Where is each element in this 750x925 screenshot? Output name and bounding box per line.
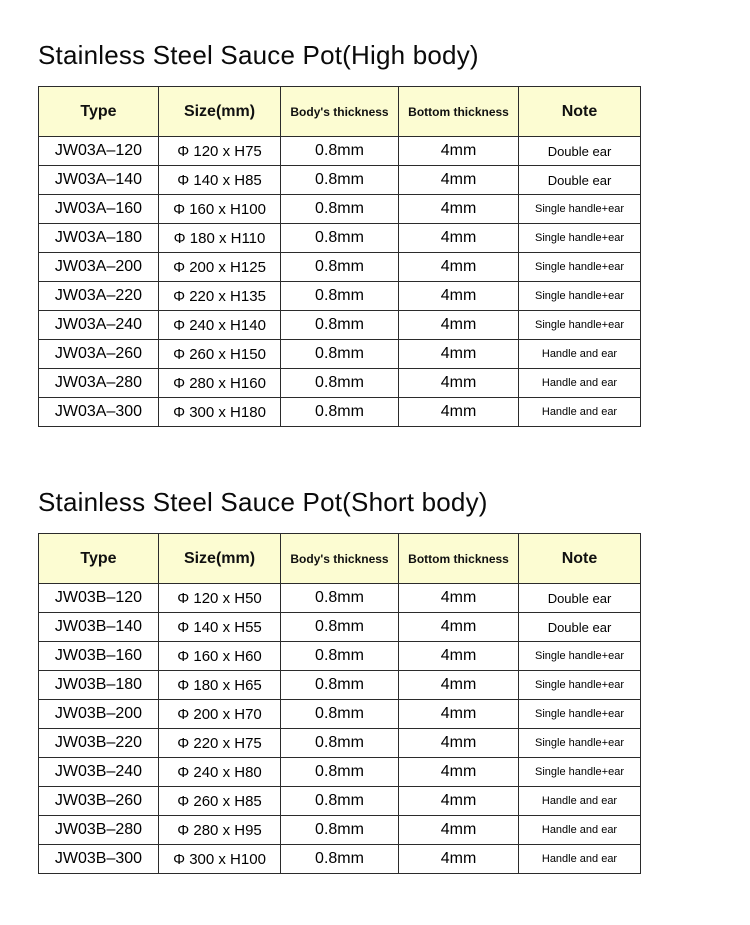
cell-type: JW03B–220 — [39, 729, 159, 758]
cell-bottom-thickness: 4mm — [399, 398, 519, 427]
table-row — [39, 137, 641, 166]
cell-type: JW03A–280 — [39, 369, 159, 398]
table-row — [39, 845, 641, 874]
cell-type: JW03B–280 — [39, 816, 159, 845]
cell-type: JW03A–180 — [39, 224, 159, 253]
cell-type: JW03B–120 — [39, 584, 159, 613]
cell-note: Single handle+ear — [519, 195, 641, 224]
table-row — [39, 166, 641, 195]
cell-note: Handle and ear — [519, 787, 641, 816]
col-header-body-thickness: Body's thickness — [281, 534, 399, 584]
table-row — [39, 224, 641, 253]
col-header-note: Note — [519, 534, 641, 584]
cell-note: Handle and ear — [519, 369, 641, 398]
cell-type: JW03A–140 — [39, 166, 159, 195]
col-header-bottom-thickness: Bottom thickness — [399, 534, 519, 584]
cell-bottom-thickness: 4mm — [399, 195, 519, 224]
cell-type: JW03A–200 — [39, 253, 159, 282]
cell-bottom-thickness: 4mm — [399, 369, 519, 398]
cell-note: Single handle+ear — [519, 224, 641, 253]
col-header-type: Type — [39, 534, 159, 584]
cell-note: Single handle+ear — [519, 700, 641, 729]
table-row — [39, 195, 641, 224]
cell-type: JW03A–260 — [39, 340, 159, 369]
cell-size: Φ 280 x H95 — [159, 816, 281, 845]
cell-body-thickness: 0.8mm — [281, 700, 399, 729]
table-head — [39, 534, 641, 584]
cell-size: Φ 260 x H85 — [159, 787, 281, 816]
cell-size: Φ 140 x H55 — [159, 613, 281, 642]
cell-body-thickness: 0.8mm — [281, 253, 399, 282]
header-row — [39, 534, 641, 584]
table-row — [39, 787, 641, 816]
cell-body-thickness: 0.8mm — [281, 224, 399, 253]
cell-type: JW03A–240 — [39, 311, 159, 340]
cell-type: JW03B–140 — [39, 613, 159, 642]
high-body-section — [38, 40, 750, 427]
cell-size: Φ 280 x H160 — [159, 369, 281, 398]
cell-bottom-thickness: 4mm — [399, 340, 519, 369]
cell-size: Φ 240 x H80 — [159, 758, 281, 787]
cell-note: Single handle+ear — [519, 758, 641, 787]
cell-note: Double ear — [519, 613, 641, 642]
cell-body-thickness: 0.8mm — [281, 195, 399, 224]
cell-type: JW03B–180 — [39, 671, 159, 700]
header-row — [39, 87, 641, 137]
cell-type: JW03B–260 — [39, 787, 159, 816]
cell-body-thickness: 0.8mm — [281, 340, 399, 369]
cell-body-thickness: 0.8mm — [281, 166, 399, 195]
col-header-bottom-thickness: Bottom thickness — [399, 87, 519, 137]
table-head — [39, 87, 641, 137]
table-row — [39, 311, 641, 340]
table-body — [39, 584, 641, 874]
cell-note: Single handle+ear — [519, 671, 641, 700]
cell-body-thickness: 0.8mm — [281, 369, 399, 398]
cell-size: Φ 140 x H85 — [159, 166, 281, 195]
cell-bottom-thickness: 4mm — [399, 282, 519, 311]
table-row — [39, 282, 641, 311]
cell-size: Φ 260 x H150 — [159, 340, 281, 369]
cell-size: Φ 300 x H180 — [159, 398, 281, 427]
col-header-body-thickness: Body's thickness — [281, 87, 399, 137]
cell-size: Φ 220 x H75 — [159, 729, 281, 758]
cell-body-thickness: 0.8mm — [281, 584, 399, 613]
cell-note: Single handle+ear — [519, 253, 641, 282]
cell-bottom-thickness: 4mm — [399, 671, 519, 700]
col-header-type: Type — [39, 87, 159, 137]
section-title-short-body: Stainless Steel Sauce Pot(Short body) — [38, 487, 488, 517]
cell-bottom-thickness: 4mm — [399, 253, 519, 282]
table-row — [39, 253, 641, 282]
table-row — [39, 816, 641, 845]
cell-body-thickness: 0.8mm — [281, 282, 399, 311]
table-row — [39, 369, 641, 398]
short-body-section — [38, 487, 750, 874]
high-body-spec-table — [38, 86, 641, 427]
cell-note: Single handle+ear — [519, 282, 641, 311]
table-row — [39, 700, 641, 729]
cell-size: Φ 200 x H70 — [159, 700, 281, 729]
table-row — [39, 613, 641, 642]
cell-size: Φ 120 x H75 — [159, 137, 281, 166]
table-row — [39, 671, 641, 700]
cell-size: Φ 220 x H135 — [159, 282, 281, 311]
cell-type: JW03B–300 — [39, 845, 159, 874]
col-header-size: Size(mm) — [159, 534, 281, 584]
cell-body-thickness: 0.8mm — [281, 613, 399, 642]
cell-bottom-thickness: 4mm — [399, 787, 519, 816]
cell-bottom-thickness: 4mm — [399, 224, 519, 253]
cell-body-thickness: 0.8mm — [281, 729, 399, 758]
col-header-size: Size(mm) — [159, 87, 281, 137]
table-row — [39, 340, 641, 369]
cell-size: Φ 240 x H140 — [159, 311, 281, 340]
cell-bottom-thickness: 4mm — [399, 311, 519, 340]
table-row — [39, 584, 641, 613]
cell-size: Φ 160 x H100 — [159, 195, 281, 224]
cell-note: Single handle+ear — [519, 729, 641, 758]
cell-bottom-thickness: 4mm — [399, 584, 519, 613]
cell-body-thickness: 0.8mm — [281, 787, 399, 816]
cell-bottom-thickness: 4mm — [399, 845, 519, 874]
cell-type: JW03B–240 — [39, 758, 159, 787]
cell-body-thickness: 0.8mm — [281, 816, 399, 845]
cell-note: Double ear — [519, 584, 641, 613]
cell-bottom-thickness: 4mm — [399, 642, 519, 671]
table-row — [39, 758, 641, 787]
cell-size: Φ 300 x H100 — [159, 845, 281, 874]
cell-body-thickness: 0.8mm — [281, 758, 399, 787]
cell-body-thickness: 0.8mm — [281, 671, 399, 700]
cell-note: Handle and ear — [519, 398, 641, 427]
cell-type: JW03A–160 — [39, 195, 159, 224]
cell-body-thickness: 0.8mm — [281, 642, 399, 671]
cell-type: JW03A–120 — [39, 137, 159, 166]
cell-body-thickness: 0.8mm — [281, 845, 399, 874]
table-body — [39, 137, 641, 427]
cell-bottom-thickness: 4mm — [399, 758, 519, 787]
table-row — [39, 398, 641, 427]
cell-note: Handle and ear — [519, 816, 641, 845]
cell-note: Double ear — [519, 166, 641, 195]
col-header-note: Note — [519, 87, 641, 137]
cell-note: Handle and ear — [519, 340, 641, 369]
cell-bottom-thickness: 4mm — [399, 137, 519, 166]
cell-note: Handle and ear — [519, 845, 641, 874]
cell-type: JW03A–300 — [39, 398, 159, 427]
cell-note: Single handle+ear — [519, 642, 641, 671]
cell-size: Φ 120 x H50 — [159, 584, 281, 613]
cell-note: Double ear — [519, 137, 641, 166]
cell-type: JW03B–200 — [39, 700, 159, 729]
cell-note: Single handle+ear — [519, 311, 641, 340]
short-body-spec-table — [38, 533, 641, 874]
cell-bottom-thickness: 4mm — [399, 166, 519, 195]
cell-body-thickness: 0.8mm — [281, 311, 399, 340]
table-row — [39, 642, 641, 671]
cell-bottom-thickness: 4mm — [399, 700, 519, 729]
cell-size: Φ 200 x H125 — [159, 253, 281, 282]
cell-body-thickness: 0.8mm — [281, 137, 399, 166]
cell-size: Φ 180 x H110 — [159, 224, 281, 253]
cell-bottom-thickness: 4mm — [399, 613, 519, 642]
cell-body-thickness: 0.8mm — [281, 398, 399, 427]
cell-type: JW03B–160 — [39, 642, 159, 671]
cell-bottom-thickness: 4mm — [399, 729, 519, 758]
cell-type: JW03A–220 — [39, 282, 159, 311]
section-title-high-body: Stainless Steel Sauce Pot(High body) — [38, 40, 479, 70]
cell-size: Φ 180 x H65 — [159, 671, 281, 700]
cell-size: Φ 160 x H60 — [159, 642, 281, 671]
cell-bottom-thickness: 4mm — [399, 816, 519, 845]
table-row — [39, 729, 641, 758]
